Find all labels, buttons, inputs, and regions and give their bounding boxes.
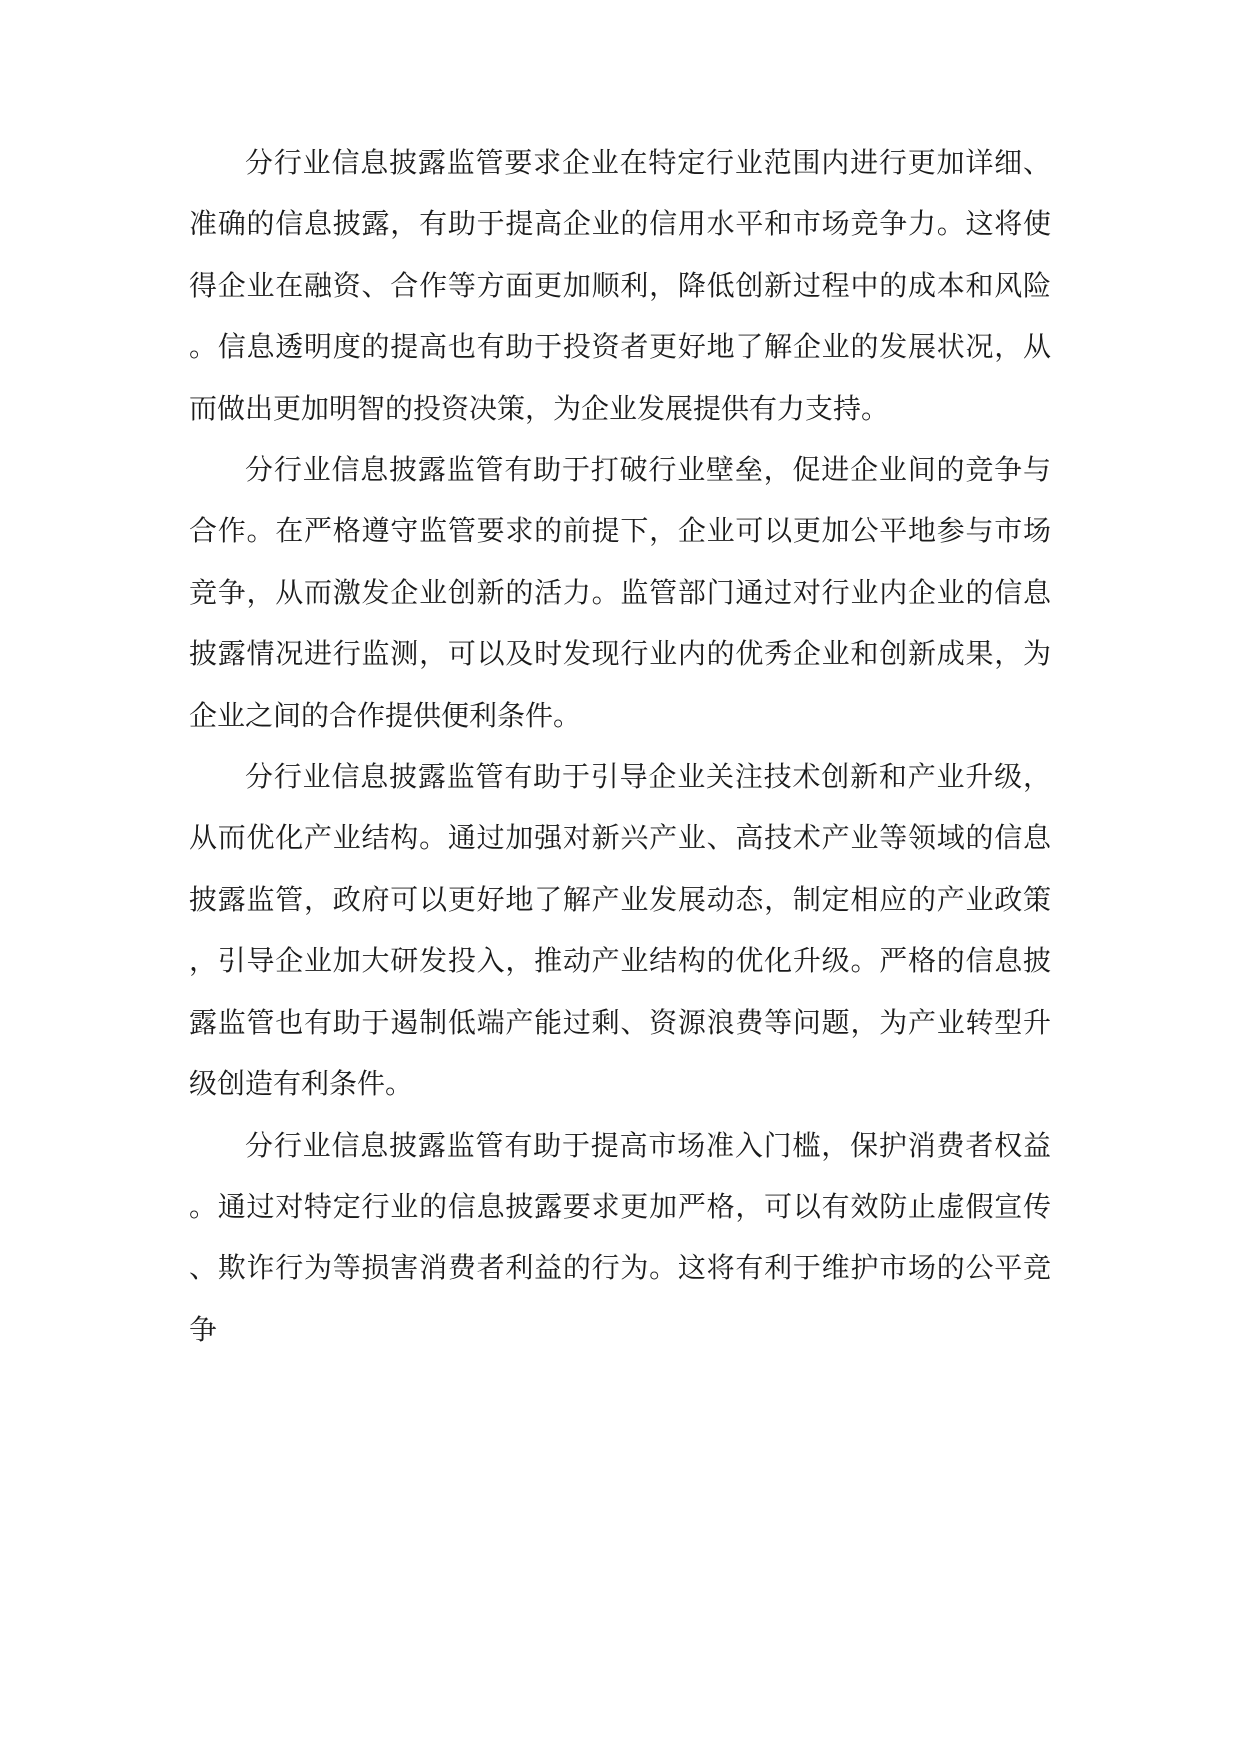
paragraph-credit-and-competitiveness: 分行业信息披露监管要求企业在特定行业范围内进行更加详细、准确的信息披露，有助于提高企业的信用水平和市场竞争力。这将使得企业在融资、合作等方面更加顺利，降低创新过程中的成本和风险。信息透明度的提高也有助于投资者更好地了解企业的发展状况，从而做出更加明智的投资决策，为企业发展提供有力支持。: [189, 146, 1051, 425]
paragraph-breaking-barriers: 分行业信息披露监管有助于打破行业壁垒，促进企业间的竞争与合作。在严格遵守监管要求的前提下，企业可以更加公平地参与市场竞争，从而激发企业创新的活力。监管部门通过对行业内企业的信息披露情况进行监测，可以及时发现行业内的优秀企业和创新成果，为企业之间的合作提供便利条件。: [189, 453, 1051, 732]
paragraph-industrial-upgrading: 分行业信息披露监管有助于引导企业关注技术创新和产业升级，从而优化产业结构。通过加强对新兴产业、高技术产业等领域的信息披露监管，政府可以更好地了解产业发展动态，制定相应的产业政策，引导企业加大研发投入，推动产业结构的优化升级。严格的信息披露监管也有助于遏制低端产能过剩、资源浪费等问题，为产业转型升级创造有利条件。: [189, 760, 1051, 1101]
paragraph-consumer-protection: 分行业信息披露监管有助于提高市场准入门槛，保护消费者权益。通过对特定行业的信息披露要求更加严格，可以有效防止虚假宣传、欺诈行为等损害消费者利益的行为。这将有利于维护市场的公平竞争: [189, 1128, 1051, 1346]
document-body: [189, 132, 1051, 1360]
